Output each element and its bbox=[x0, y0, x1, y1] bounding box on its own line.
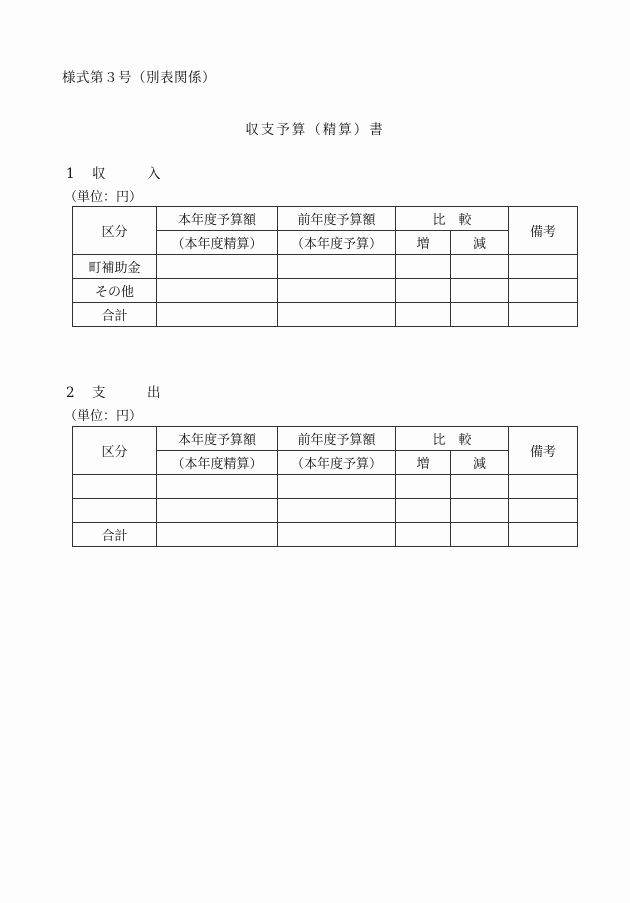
table-row bbox=[73, 499, 578, 523]
table-row bbox=[73, 279, 578, 303]
header-increase: 増 bbox=[396, 231, 451, 255]
cell-previous[interactable] bbox=[278, 475, 396, 499]
table-row bbox=[73, 475, 578, 499]
cell-current[interactable] bbox=[157, 523, 278, 547]
table-row bbox=[73, 255, 578, 279]
header-decrease: 減 bbox=[451, 451, 509, 475]
cell-decrease[interactable] bbox=[451, 499, 509, 523]
cell-previous[interactable] bbox=[278, 303, 396, 327]
cell-previous[interactable] bbox=[278, 523, 396, 547]
document-title: 収支予算（精算）書 bbox=[245, 122, 385, 138]
header-previous-budget: 前年度予算額 bbox=[278, 207, 396, 231]
cell-current[interactable] bbox=[157, 255, 278, 279]
cell-remarks[interactable] bbox=[509, 303, 578, 327]
cell-decrease[interactable] bbox=[451, 255, 509, 279]
cell-current[interactable] bbox=[157, 499, 278, 523]
cell-increase[interactable] bbox=[396, 303, 451, 327]
cell-current[interactable] bbox=[157, 475, 278, 499]
section-title: 支 出 bbox=[92, 385, 175, 401]
header-remarks: 備考 bbox=[509, 427, 578, 475]
cell-increase[interactable] bbox=[396, 279, 451, 303]
cell-remarks[interactable] bbox=[509, 255, 578, 279]
header-decrease: 減 bbox=[451, 231, 509, 255]
cell-remarks[interactable] bbox=[509, 279, 578, 303]
header-current-budget-sub: （本年度予算） bbox=[278, 451, 396, 475]
row-label: 合計 bbox=[73, 523, 157, 547]
header-increase: 増 bbox=[396, 451, 451, 475]
cell-decrease[interactable] bbox=[451, 475, 509, 499]
header-current-budget: 本年度予算額 bbox=[157, 207, 278, 231]
table-row bbox=[73, 523, 578, 547]
section-title: 収 入 bbox=[92, 166, 175, 182]
cell-current[interactable] bbox=[157, 279, 278, 303]
table-row bbox=[73, 303, 578, 327]
header-category: 区分 bbox=[73, 207, 157, 255]
cell-previous[interactable] bbox=[278, 499, 396, 523]
section-heading-expenditure bbox=[66, 381, 175, 401]
header-previous-budget: 前年度予算額 bbox=[278, 427, 396, 451]
row-label: 町補助金 bbox=[73, 255, 157, 279]
cell-remarks[interactable] bbox=[509, 475, 578, 499]
cell-remarks[interactable] bbox=[509, 523, 578, 547]
form-number: 様式第３号（別表関係） bbox=[62, 70, 216, 86]
header-comparison: 比 較 bbox=[396, 207, 509, 231]
cell-decrease[interactable] bbox=[451, 279, 509, 303]
unit-label: （単位：円） bbox=[64, 190, 143, 205]
cell-current[interactable] bbox=[157, 303, 278, 327]
cell-increase[interactable] bbox=[396, 523, 451, 547]
row-label[interactable] bbox=[73, 475, 157, 499]
unit-label: （単位：円） bbox=[64, 409, 143, 424]
header-category: 区分 bbox=[73, 427, 157, 475]
header-current-budget-sub: （本年度予算） bbox=[278, 231, 396, 255]
row-label[interactable] bbox=[73, 499, 157, 523]
cell-decrease[interactable] bbox=[451, 523, 509, 547]
header-remarks: 備考 bbox=[509, 207, 578, 255]
header-current-budget: 本年度予算額 bbox=[157, 427, 278, 451]
cell-increase[interactable] bbox=[396, 475, 451, 499]
cell-decrease[interactable] bbox=[451, 303, 509, 327]
section-heading-income bbox=[66, 162, 175, 182]
expenditure-table bbox=[72, 426, 578, 547]
cell-remarks[interactable] bbox=[509, 499, 578, 523]
row-label: 合計 bbox=[73, 303, 157, 327]
cell-previous[interactable] bbox=[278, 255, 396, 279]
cell-increase[interactable] bbox=[396, 255, 451, 279]
row-label: その他 bbox=[73, 279, 157, 303]
header-current-settlement: （本年度精算） bbox=[157, 231, 278, 255]
cell-previous[interactable] bbox=[278, 279, 396, 303]
section-number: 2 bbox=[66, 385, 75, 401]
income-table bbox=[72, 206, 578, 327]
header-current-settlement: （本年度精算） bbox=[157, 451, 278, 475]
cell-increase[interactable] bbox=[396, 499, 451, 523]
header-comparison: 比 較 bbox=[396, 427, 509, 451]
section-number: 1 bbox=[66, 166, 75, 182]
